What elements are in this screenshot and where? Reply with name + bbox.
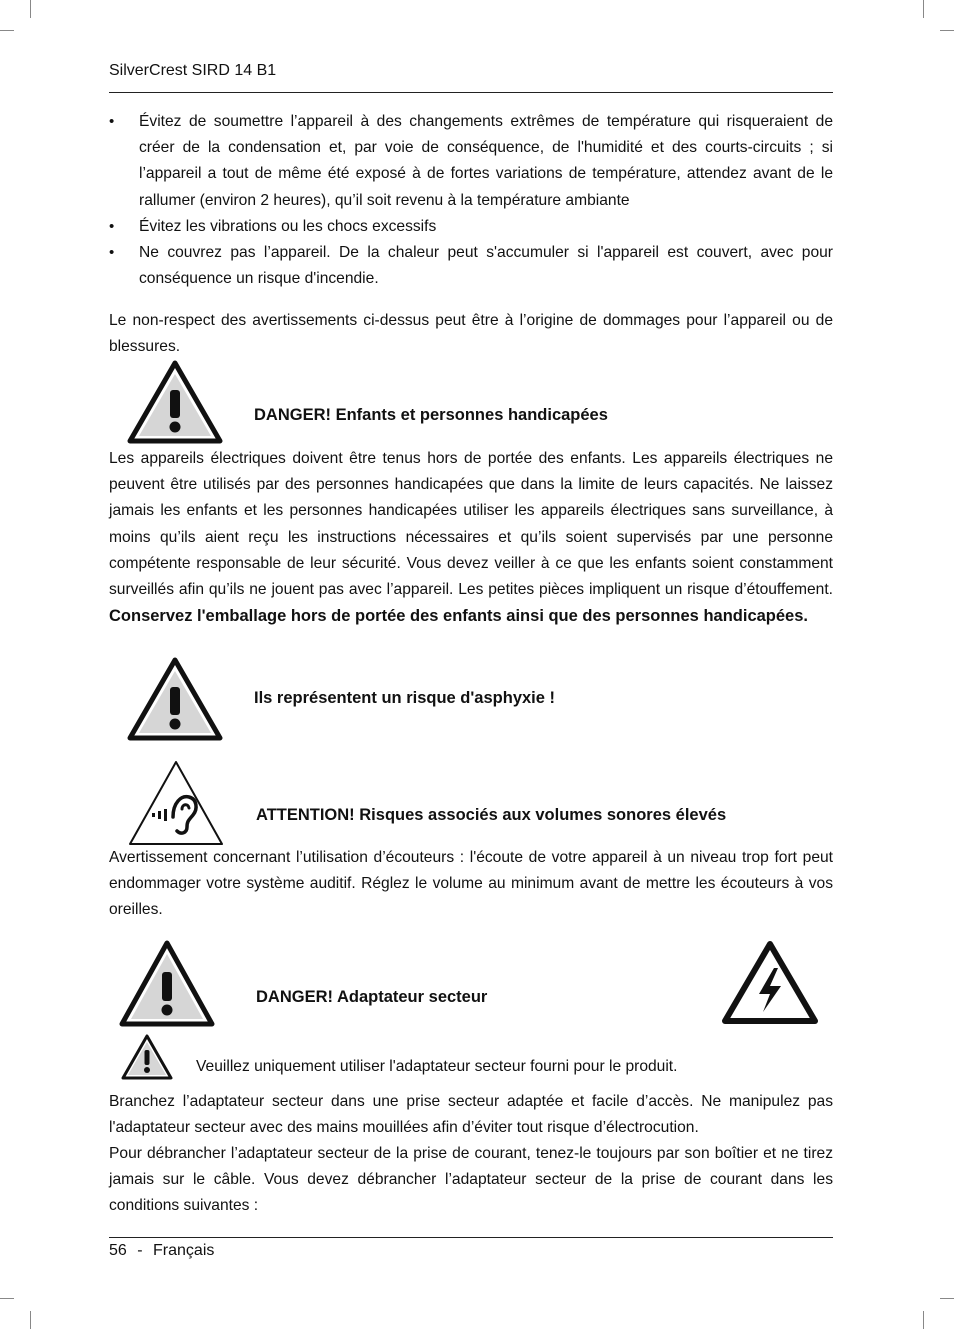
list-item: • Évitez de soumettre l’appareil à des changements extrêmes de température qui risqueraient de créer de la condensation et, par voie de conséquence, de l'humidité et des courts-circuits ; si l’appareil a tout de même été exposé à de fortes variations de température, attendez avant de le rallumer (environ 2 heures), qu’il soit revenu à la température ambiante [109, 109, 833, 214]
danger-adapter-heading: DANGER! Adaptateur secteur [256, 988, 488, 1006]
electric-shock-icon [721, 940, 819, 1024]
crop-mark [0, 30, 14, 31]
crop-mark [30, 0, 31, 18]
crop-mark [940, 30, 954, 31]
warning-note: Le non-respect des avertissements ci-dessus peut être à l’origine de dommages pour l’appareil ou de blessures. [109, 312, 833, 356]
crop-mark [923, 1311, 924, 1329]
footer-separator: - [137, 1242, 143, 1259]
page-footer [109, 1242, 214, 1260]
bullet-list [109, 109, 833, 292]
list-item: • Évitez les vibrations ou les chocs excessifs [109, 214, 833, 240]
adapter-text-2: Pour débrancher l’adaptateur secteur de la prise de courant, tenez-le toujours par son boîtier et ne tirez jamais sur le câble. Vous devez débrancher l’adaptateur secteur de la prise de courant dans les conditions suivantes : [109, 1145, 833, 1215]
adapter-text-1: Branchez l’adaptateur secteur dans une prise secteur adaptée et facile d’accès. Ne manipulez pas l'adaptateur secteur avec des mains mouillées afin d’éviter tout risque d’électrocution. [109, 1093, 833, 1137]
danger-children-bold: Conservez l'emballage hors de portée des enfants ainsi que des personnes handicapées. [109, 607, 808, 626]
header-rule [109, 92, 833, 93]
warning-triangle-icon [127, 657, 223, 741]
warning-triangle-icon [127, 360, 223, 444]
attention-volume-text: Avertissement concernant l’utilisation d’écouteurs : l'écoute de votre appareil à un niveau trop fort peut endommager votre système auditif. Réglez le volume au minimum avant de mettre les écouteurs à vos oreilles. [109, 849, 833, 919]
adapter-small-note: Veuillez uniquement utiliser l'adaptateur secteur fourni pour le produit. [196, 1058, 678, 1075]
ear-sound-warning-icon [127, 759, 225, 847]
asphyxia-heading: Ils représentent un risque d'asphyxie ! [254, 689, 556, 707]
danger-children-text [109, 446, 833, 630]
warning-triangle-icon [119, 940, 215, 1027]
attention-volume-heading: ATTENTION! Risques associés aux volumes sonores élevés [256, 806, 727, 824]
warning-triangle-icon [121, 1034, 173, 1080]
footer-rule [109, 1237, 833, 1238]
list-item: • Ne couvrez pas l’appareil. De la chaleur peut s'accumuler si l'appareil est couvert, avec pour conséquence un risque d'incendie. [109, 240, 833, 292]
crop-mark [923, 0, 924, 18]
page-number: 56 [109, 1242, 127, 1259]
crop-mark [940, 1298, 954, 1299]
crop-mark [0, 1298, 14, 1299]
crop-mark [30, 1311, 31, 1329]
footer-language: Français [153, 1242, 215, 1259]
danger-children-heading: DANGER! Enfants et personnes handicapées [254, 406, 608, 424]
page-header-title: SilverCrest SIRD 14 B1 [109, 62, 277, 79]
danger-children-body: Les appareils électriques doivent être tenus hors de portée des enfants. Les appareils électriques ne peuvent être utilisés par des personnes handicapées que dans la limite de leurs capacités. Ne laissez jamais les enfants et les personnes handicapées utiliser les appareils électriques sans surveillance, à moins qu’ils aient reçu les instructions nécessaires et qu’ils soient supervisés par une personne compétente responsable de leur sécurité. Vous devez veiller à ce que les enfants soient constamment surveillés afin qu’ils ne jouent pas avec l’appareil. Les petites pièces impliquent un risque d’étouffement. [109, 450, 833, 599]
